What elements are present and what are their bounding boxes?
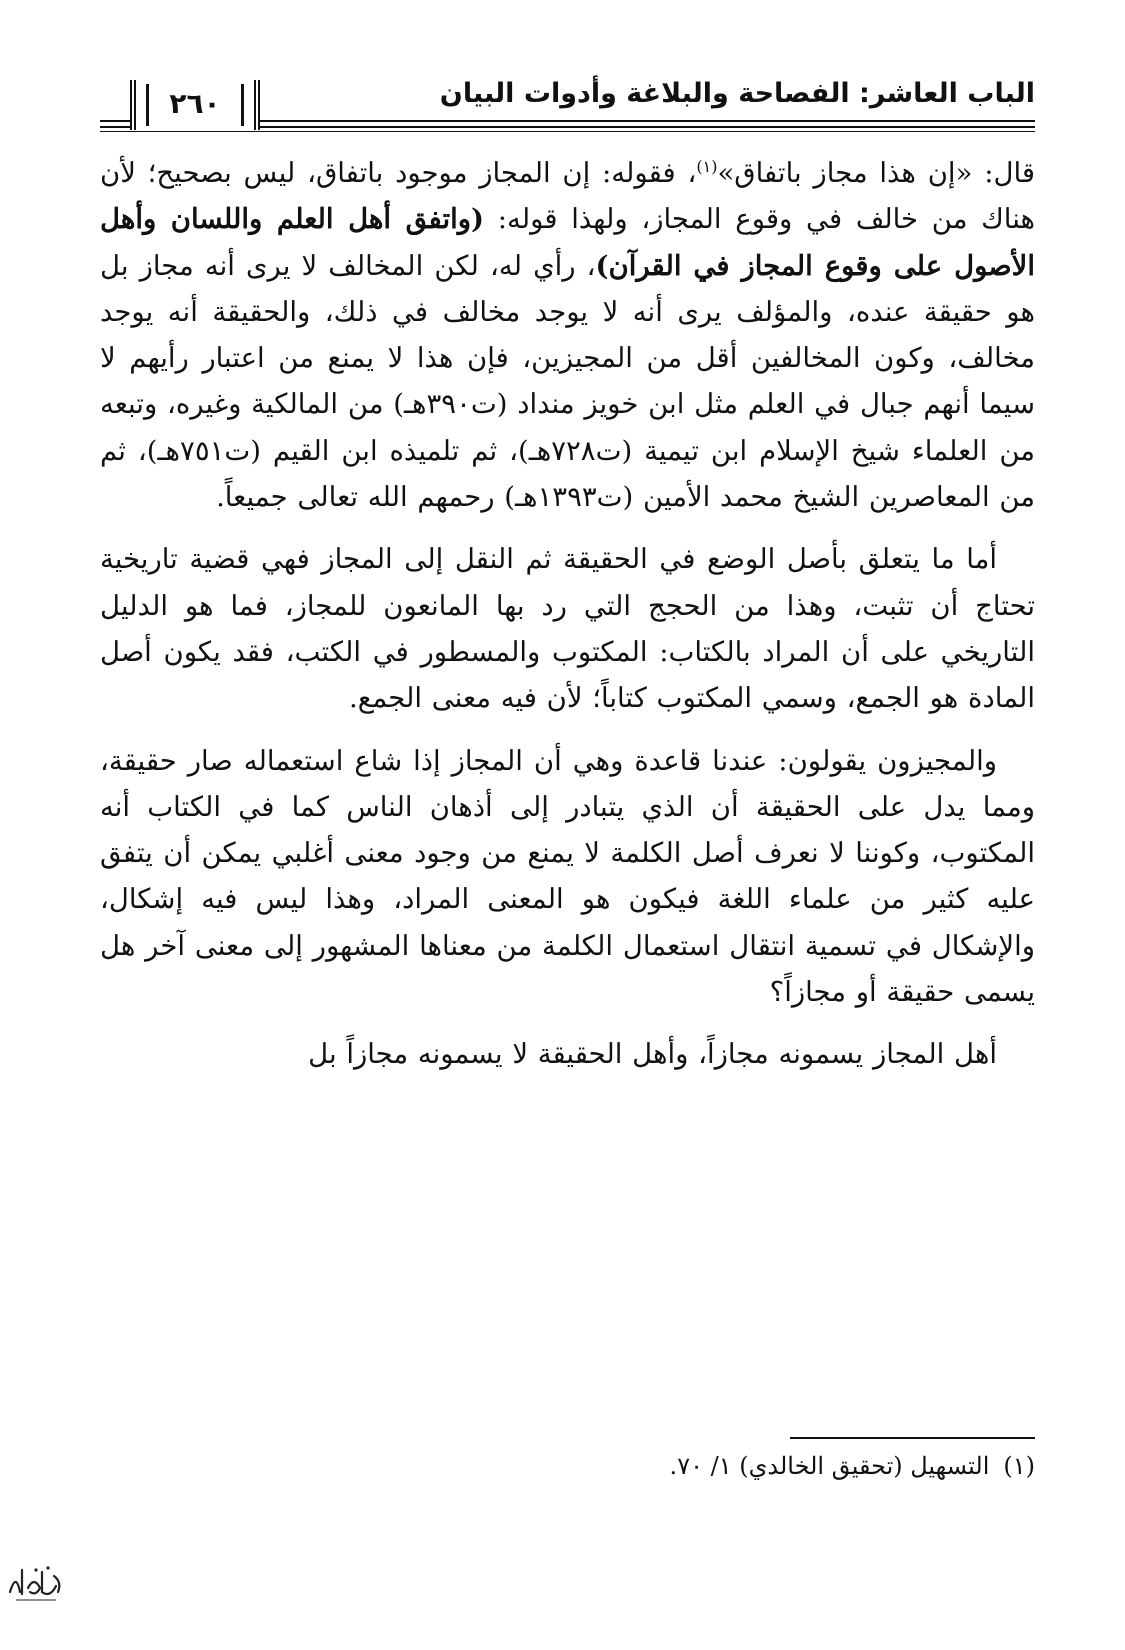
footnote-reference: (١) [696,156,718,176]
paragraph-2: أما ما يتعلق بأصل الوضع في الحقيقة ثم النقل إلى المجاز فهي قضية تاريخية تحتاج أن تثبت، وهذا من الحجج التي رد بها المانعون للمجاز، فما هو الدليل التاريخي على أن المراد بالكتاب: المكتوب والمسطور في الكتب، فقد يكون أصل المادة هو الجمع، وسمي المكتوب كتاباً؛ لأن فيه معنى الجمع. [100,543,1035,715]
body-text [100,150,1035,1078]
footnote-text: التسهيل (تحقيق الخالدي) ١/ ٧٠. [669,1452,990,1480]
quoted-bold-text: (واتفق أهل العلم واللسان وأهل الأصول على وقوع المجاز في القرآن) [100,203,1035,282]
paragraph-3: والمجيزون يقولون: عندنا قاعدة وهي أن المجاز إذا شاع استعماله صار حقيقة، ومما يدل على الحقيقة أن الذي يتبادر إلى أذهان الناس كما في الكتاب أنه المكتوب، وكوننا لا نعرف أصل الكلمة لا يمنع من وجود معنى أغلبي يمكن أن يتفق عليه كثير من علماء اللغة فيكون هو المعنى المراد، وهذا ليس فيه إشكال، والإشكال في تسمية انتقال استعمال الكلمة من معناها المشهور إلى معنى آخر هل يسمى حقيقة أو مجازاً؟ [100,744,1035,1009]
paragraph-1-part-b: ، فقوله: إن المجاز موجود باتفاق، ليس بصحيح؛ لأن هناك من خالف في وقوع المجاز، ولهذا قوله: [100,157,1035,236]
publisher-logo [6,1558,66,1606]
page-number: ٢٦٠ [169,87,221,120]
footnote [100,1446,1035,1486]
footnote-number: (١) [1003,1452,1035,1480]
running-title: الباب العاشر: الفصاحة والبلاغة وأدوات البيان [439,78,1035,109]
paragraph-1 [100,150,1035,520]
paragraph-4: أهل المجاز يسمونه مجازاً، وأهل الحقيقة لا يسمونه مجازاً بل [308,1038,997,1071]
header-rule-bottom [100,131,1035,132]
footnote-separator [790,1437,1035,1439]
paragraph-1-part-c: ، رأي له، لكن المخالف لا يرى أنه مجاز بل هو حقيقة عنده، والمؤلف يرى أنه لا يوجد مخالف في ذلك، والحقيقة أنه يوجد مخالف، وكون المخالفين أقل من المجيزين، فإن هذا لا يمنع من اعتبار رأيهم لا سيما أنهم جبال في العلم مثل ابن خويز منداد (ت٣٩٠هـ) من المالكية وغيره، وتبعه من العلماء شيخ الإسلام ابن تيمية (ت٧٢٨هـ)، ثم تلميذه ابن القيم (ت٧٥١هـ)، ثم من المعاصرين الشيخ محمد الأمين (ت١٣٩٣هـ) رحمهم الله تعالى جميعاً. [100,249,1036,514]
page-number-frame [130,80,260,130]
page-header [100,68,1035,138]
quote-text: قال: «إن هذا مجاز باتفاق» [717,157,1035,189]
